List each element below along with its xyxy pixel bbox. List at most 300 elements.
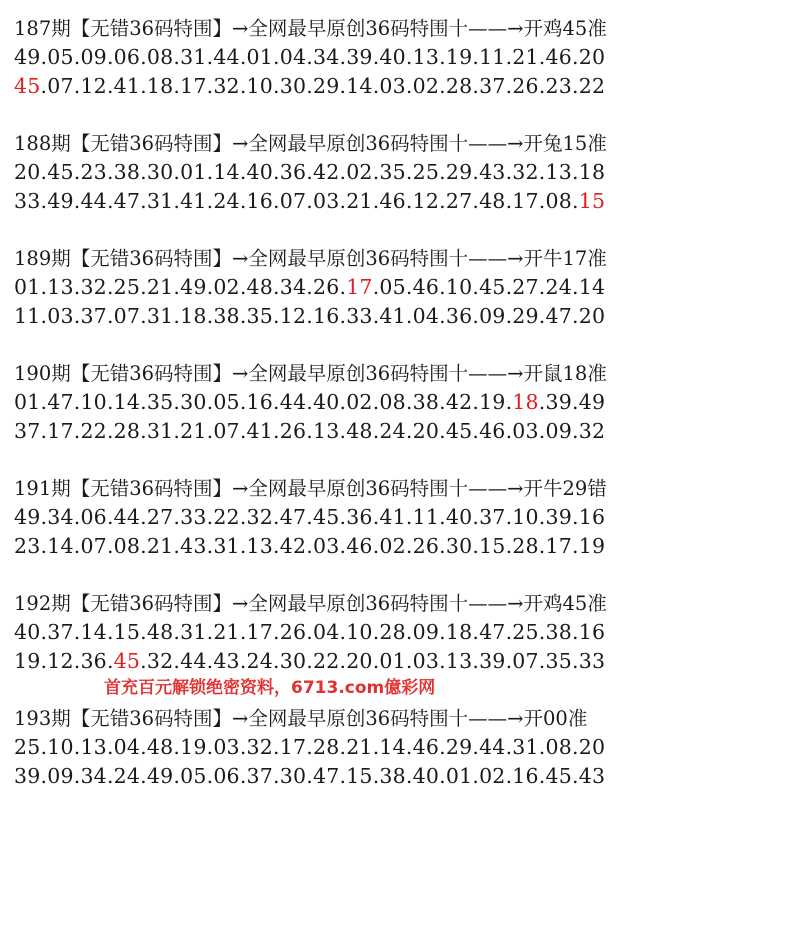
separator: .	[472, 764, 480, 788]
number-cell: 14	[578, 275, 606, 299]
separator: .	[140, 534, 147, 558]
separator: .	[538, 160, 546, 184]
number-cell: 33	[578, 649, 606, 673]
separator: .	[73, 160, 81, 184]
separator: .	[106, 45, 114, 69]
number-cell: 32	[578, 419, 606, 443]
separator: .	[372, 45, 380, 69]
separator: .	[339, 275, 347, 299]
number-cell: 12	[80, 74, 107, 98]
number-cell: 10	[47, 735, 74, 759]
separator: .	[40, 74, 48, 98]
number-cell: 30	[445, 534, 473, 558]
number-cell: 09	[47, 764, 74, 788]
number-row	[14, 503, 794, 532]
separator: .	[206, 74, 214, 98]
number-cell: 36	[279, 160, 307, 184]
separator: .	[173, 390, 181, 414]
number-cell: 21	[146, 275, 174, 299]
separator: .	[505, 275, 513, 299]
number-cell: 26	[412, 534, 440, 558]
number-cell: 40	[246, 160, 274, 184]
separator: .	[472, 505, 480, 529]
separator: .	[572, 505, 579, 529]
separator: .	[273, 160, 280, 184]
number-cell: 35	[379, 160, 406, 184]
number-cell: 23	[80, 160, 107, 184]
separator: .	[572, 764, 579, 788]
separator: .	[505, 620, 513, 644]
separator: .	[273, 419, 280, 443]
separator: .	[472, 419, 480, 443]
number-cell: 47	[47, 390, 74, 414]
number-cell: 40	[14, 620, 41, 644]
period-entry	[14, 704, 794, 819]
number-cell: 13	[47, 275, 74, 299]
number-cell: 35	[545, 649, 572, 673]
separator: .	[206, 649, 214, 673]
separator: .	[339, 419, 347, 443]
separator: .	[405, 74, 413, 98]
number-cell: 32	[246, 735, 274, 759]
separator: .	[505, 304, 513, 328]
separator: .	[439, 534, 446, 558]
number-cell: 48	[146, 735, 174, 759]
separator: .	[239, 534, 247, 558]
number-cell: 38	[213, 304, 240, 328]
number-cell: 33	[180, 505, 207, 529]
separator: .	[106, 74, 114, 98]
number-cell: 34	[279, 275, 307, 299]
period-title: 188期【无错36码特围】→全网最早原创36码特围十——→开兔15准	[14, 132, 607, 155]
separator: .	[572, 160, 579, 184]
number-cell: 14	[47, 534, 74, 558]
number-cell: 19	[180, 735, 207, 759]
separator: .	[306, 45, 313, 69]
separator: .	[239, 505, 247, 529]
separator: .	[106, 419, 114, 443]
number-cell: 49	[146, 764, 174, 788]
number-cell: 18	[146, 74, 174, 98]
number-cell: 11	[479, 45, 506, 69]
separator: .	[206, 390, 214, 414]
separator: .	[538, 620, 546, 644]
number-cell: 41	[180, 189, 207, 213]
number-cell: 14	[80, 620, 107, 644]
number-cell: 30	[180, 390, 207, 414]
separator: .	[538, 275, 546, 299]
separator: .	[572, 390, 579, 414]
number-cell: 30	[279, 649, 307, 673]
number-cell: 36	[445, 304, 473, 328]
number-cell: 31	[213, 534, 240, 558]
separator: .	[405, 160, 413, 184]
number-row	[14, 302, 794, 331]
separator: .	[173, 534, 181, 558]
separator: .	[106, 390, 114, 414]
number-cell: 13	[545, 160, 572, 184]
number-cell: 24	[113, 764, 141, 788]
number-cell: 05	[213, 390, 240, 414]
separator: .	[40, 649, 48, 673]
separator: .	[339, 534, 347, 558]
number-cell: 31	[180, 45, 207, 69]
separator: .	[339, 189, 347, 213]
number-cell: 11	[14, 304, 41, 328]
period-entry	[14, 129, 794, 244]
separator: .	[73, 649, 81, 673]
number-cell: 39	[479, 649, 506, 673]
separator: .	[73, 764, 81, 788]
number-cell: 29	[445, 160, 473, 184]
separator: .	[505, 74, 513, 98]
separator: .	[372, 505, 380, 529]
number-cell: 47	[279, 505, 307, 529]
separator: .	[538, 735, 546, 759]
number-cell: 21	[512, 45, 539, 69]
number-row	[14, 762, 794, 791]
number-cell: 01	[14, 275, 41, 299]
number-cell: 11	[412, 505, 440, 529]
number-cell: 48	[346, 419, 373, 443]
number-cell: 27	[445, 189, 473, 213]
number-cell: 01	[180, 160, 207, 184]
number-cell: 47	[479, 620, 506, 644]
separator: .	[439, 160, 446, 184]
number-cell: 16	[578, 620, 606, 644]
separator: .	[372, 275, 380, 299]
separator: .	[140, 764, 147, 788]
number-cell: 08	[146, 45, 174, 69]
number-cell: 14	[379, 735, 406, 759]
separator: .	[239, 45, 247, 69]
separator: .	[339, 649, 347, 673]
separator: .	[472, 74, 480, 98]
number-cell: 44	[180, 649, 207, 673]
number-cell: 26	[279, 419, 307, 443]
number-cell: 20	[578, 735, 606, 759]
number-row	[14, 532, 794, 561]
separator: .	[273, 620, 280, 644]
separator: .	[273, 189, 280, 213]
number-cell: 02	[346, 160, 373, 184]
separator: .	[405, 275, 413, 299]
number-cell: 30	[279, 74, 307, 98]
separator: .	[538, 45, 546, 69]
number-cell: 47	[312, 764, 340, 788]
number-cell: 35	[246, 304, 274, 328]
number-cell: 49	[47, 189, 74, 213]
separator: .	[239, 419, 247, 443]
separator: .	[206, 275, 214, 299]
number-cell: 20	[14, 160, 41, 184]
separator: .	[140, 505, 147, 529]
separator: .	[572, 649, 579, 673]
number-cell: 29	[312, 74, 340, 98]
separator: .	[239, 649, 247, 673]
separator: .	[405, 304, 413, 328]
separator: .	[372, 649, 380, 673]
number-cell: 01	[379, 649, 406, 673]
number-cell: 41	[379, 304, 406, 328]
separator: .	[439, 735, 446, 759]
hit-number: 18	[512, 390, 539, 414]
number-cell: 17	[545, 534, 572, 558]
separator: .	[40, 735, 48, 759]
separator: .	[106, 649, 114, 673]
number-cell: 04	[412, 304, 440, 328]
separator: .	[206, 764, 214, 788]
number-cell: 31	[146, 189, 174, 213]
separator: .	[472, 390, 480, 414]
separator: .	[40, 189, 48, 213]
separator: .	[73, 735, 81, 759]
number-cell: 40	[379, 45, 406, 69]
number-cell: 17	[180, 74, 207, 98]
separator: .	[505, 419, 513, 443]
number-cell: 28	[312, 735, 340, 759]
number-cell: 37	[479, 505, 506, 529]
separator: .	[439, 620, 446, 644]
number-cell: 47	[113, 189, 141, 213]
number-cell: 03	[312, 534, 340, 558]
number-cell: 29	[512, 304, 539, 328]
separator: .	[339, 735, 347, 759]
separator: .	[405, 534, 413, 558]
separator: .	[206, 419, 214, 443]
number-cell: 16	[246, 189, 274, 213]
separator: .	[472, 735, 480, 759]
separator: .	[140, 275, 147, 299]
number-cell: 14	[213, 160, 240, 184]
separator: .	[538, 505, 546, 529]
number-row	[14, 158, 794, 187]
separator: .	[273, 275, 280, 299]
separator: .	[306, 189, 313, 213]
number-cell: 28	[445, 74, 473, 98]
separator: .	[239, 390, 247, 414]
separator: .	[173, 735, 181, 759]
separator: .	[40, 160, 48, 184]
number-cell: 19	[479, 390, 506, 414]
number-cell: 48	[146, 620, 174, 644]
separator: .	[73, 390, 81, 414]
number-cell: 44	[479, 735, 506, 759]
separator: .	[239, 735, 247, 759]
separator: .	[173, 764, 181, 788]
separator: .	[405, 735, 413, 759]
number-cell: 27	[146, 505, 174, 529]
number-cell: 32	[80, 275, 107, 299]
number-cell: 44	[113, 505, 141, 529]
number-cell: 45	[545, 764, 572, 788]
separator: .	[140, 189, 147, 213]
separator: .	[505, 189, 513, 213]
number-cell: 37	[80, 304, 107, 328]
number-row	[14, 72, 794, 101]
number-row	[14, 273, 794, 302]
separator: .	[538, 304, 546, 328]
separator: .	[572, 419, 579, 443]
separator: .	[173, 649, 181, 673]
number-cell: 23	[14, 534, 41, 558]
separator: .	[538, 764, 546, 788]
separator: .	[239, 764, 247, 788]
separator: .	[140, 45, 147, 69]
separator: .	[472, 275, 480, 299]
number-cell: 21	[346, 735, 373, 759]
number-cell: 17	[246, 620, 274, 644]
number-cell: 22	[80, 419, 107, 443]
separator: .	[538, 390, 546, 414]
separator: .	[306, 74, 313, 98]
number-cell: 34	[312, 45, 340, 69]
number-cell: 46	[545, 45, 572, 69]
number-cell: 48	[479, 189, 506, 213]
separator: .	[339, 764, 347, 788]
number-row	[14, 647, 794, 676]
number-cell: 05	[180, 764, 207, 788]
period-title: 189期【无错36码特围】→全网最早原创36码特围十——→开牛17准	[14, 247, 607, 270]
separator: .	[106, 275, 114, 299]
number-cell: 24	[545, 275, 572, 299]
number-cell: 45	[47, 160, 74, 184]
separator: .	[40, 275, 48, 299]
separator: .	[106, 735, 114, 759]
number-cell: 45	[479, 275, 506, 299]
separator: .	[106, 620, 114, 644]
number-cell: 44	[279, 390, 307, 414]
number-cell: 06	[213, 764, 240, 788]
number-cell: 40	[445, 505, 473, 529]
number-cell: 40	[312, 390, 340, 414]
separator: .	[206, 189, 214, 213]
separator: .	[73, 275, 81, 299]
number-cell: 41	[246, 419, 274, 443]
number-cell: 06	[113, 45, 141, 69]
number-cell: 26	[512, 74, 539, 98]
number-cell: 43	[213, 649, 240, 673]
separator: .	[306, 620, 313, 644]
number-cell: 40	[412, 764, 440, 788]
separator: .	[273, 735, 280, 759]
number-cell: 31	[512, 735, 539, 759]
number-cell: 44	[213, 45, 240, 69]
number-cell: 46	[479, 419, 506, 443]
separator: .	[239, 189, 247, 213]
period-title: 187期【无错36码特围】→全网最早原创36码特围十——→开鸡45准	[14, 17, 607, 40]
number-cell: 10	[346, 620, 373, 644]
number-cell: 04	[279, 45, 307, 69]
number-cell: 25	[113, 275, 141, 299]
number-cell: 19	[445, 45, 473, 69]
hit-number: 15	[578, 189, 606, 213]
separator: .	[239, 304, 247, 328]
number-cell: 02	[213, 275, 240, 299]
number-cell: 45	[312, 505, 340, 529]
separator: .	[173, 45, 181, 69]
separator: .	[173, 160, 181, 184]
number-cell: 32	[146, 649, 174, 673]
separator: .	[538, 419, 546, 443]
number-cell: 10	[445, 275, 473, 299]
separator: .	[306, 649, 313, 673]
number-cell: 30	[146, 160, 174, 184]
separator: .	[206, 45, 214, 69]
number-cell: 39	[545, 505, 572, 529]
separator: .	[306, 275, 313, 299]
number-cell: 28	[512, 534, 539, 558]
separator: .	[439, 275, 446, 299]
number-cell: 08	[545, 735, 572, 759]
separator: .	[505, 45, 513, 69]
separator: .	[140, 304, 147, 328]
number-cell: 13	[445, 649, 473, 673]
separator: .	[405, 649, 413, 673]
number-cell: 22	[213, 505, 240, 529]
separator: .	[173, 419, 181, 443]
number-cell: 03	[47, 304, 74, 328]
separator: .	[505, 390, 513, 414]
number-cell: 19	[14, 649, 41, 673]
number-cell: 33	[346, 304, 373, 328]
number-cell: 23	[545, 74, 572, 98]
separator: .	[472, 534, 480, 558]
number-cell: 25	[412, 160, 440, 184]
separator: .	[206, 160, 214, 184]
number-cell: 17	[512, 189, 539, 213]
number-cell: 28	[379, 620, 406, 644]
number-cell: 13	[80, 735, 107, 759]
separator: .	[239, 160, 247, 184]
number-cell: 47	[545, 304, 572, 328]
number-cell: 36	[80, 649, 107, 673]
separator: .	[505, 764, 513, 788]
separator: .	[472, 160, 480, 184]
separator: .	[73, 505, 81, 529]
separator: .	[206, 534, 214, 558]
separator: .	[73, 189, 81, 213]
number-cell: 32	[512, 160, 539, 184]
separator: .	[505, 505, 513, 529]
separator: .	[572, 45, 579, 69]
hit-number: 45	[113, 649, 141, 673]
separator: .	[173, 189, 181, 213]
separator: .	[372, 189, 380, 213]
separator: .	[273, 505, 280, 529]
separator: .	[73, 304, 81, 328]
separator: .	[273, 764, 280, 788]
number-cell: 30	[279, 764, 307, 788]
number-cell: 27	[512, 275, 539, 299]
number-cell: 24	[246, 649, 274, 673]
number-cell: 02	[479, 764, 506, 788]
number-cell: 16	[246, 390, 274, 414]
separator: .	[372, 419, 380, 443]
separator: .	[505, 160, 513, 184]
number-cell: 38	[412, 390, 440, 414]
number-cell: 36	[346, 505, 373, 529]
number-cell: 37	[479, 74, 506, 98]
separator: .	[439, 764, 446, 788]
number-cell: 38	[545, 620, 572, 644]
number-cell: 46	[346, 534, 373, 558]
separator: .	[73, 534, 81, 558]
separator: .	[572, 74, 579, 98]
hit-number: 17	[346, 275, 373, 299]
number-cell: 08	[379, 390, 406, 414]
number-cell: 14	[113, 390, 141, 414]
